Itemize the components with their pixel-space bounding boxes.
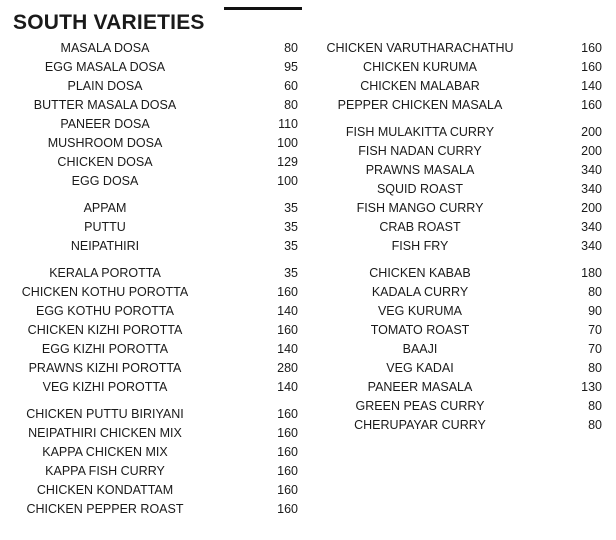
menu-item xyxy=(0,171,300,190)
item-name: CHERUPAYAR CURRY xyxy=(354,417,486,432)
item-name: PEPPER CHICKEN MASALA xyxy=(337,97,503,112)
item-price: 160 xyxy=(277,284,298,299)
item-name: EGG MASALA DOSA xyxy=(44,59,166,74)
item-name: VEG KIZHI POROTTA xyxy=(42,379,168,394)
menu-item xyxy=(315,198,605,217)
menu-group xyxy=(315,122,605,255)
item-price: 340 xyxy=(581,181,602,196)
item-name: NEIPATHIRI CHICKEN MIX xyxy=(28,425,182,440)
item-price: 160 xyxy=(277,425,298,440)
item-price: 80 xyxy=(284,40,298,55)
item-price: 160 xyxy=(277,322,298,337)
item-price: 200 xyxy=(581,143,602,158)
menu-item xyxy=(0,499,300,518)
item-name: VEG KURUMA xyxy=(377,303,463,318)
item-price: 35 xyxy=(284,265,298,280)
menu-item xyxy=(0,95,300,114)
item-price: 130 xyxy=(581,379,602,394)
item-price: 90 xyxy=(588,303,602,318)
item-name: KERALA POROTTA xyxy=(49,265,161,280)
item-price: 80 xyxy=(588,360,602,375)
item-price: 200 xyxy=(581,200,602,215)
item-name: CHICKEN KURUMA xyxy=(363,59,477,74)
menu-item xyxy=(315,179,605,198)
menu-item xyxy=(0,404,300,423)
menu-item xyxy=(0,198,300,217)
menu-item xyxy=(0,263,300,282)
menu-item xyxy=(315,122,605,141)
menu-item xyxy=(0,358,300,377)
item-price: 160 xyxy=(581,97,602,112)
item-name: PANEER DOSA xyxy=(60,116,150,131)
menu-item xyxy=(0,217,300,236)
item-price: 60 xyxy=(284,78,298,93)
item-price: 160 xyxy=(277,463,298,478)
item-price: 160 xyxy=(277,444,298,459)
item-price: 280 xyxy=(277,360,298,375)
item-price: 160 xyxy=(277,501,298,516)
menu-item xyxy=(315,301,605,320)
item-price: 180 xyxy=(581,265,602,280)
item-price: 140 xyxy=(277,379,298,394)
menu-group xyxy=(0,404,300,518)
item-price: 80 xyxy=(588,284,602,299)
item-name: CHICKEN DOSA xyxy=(57,154,153,169)
menu-item xyxy=(315,377,605,396)
menu-item xyxy=(0,133,300,152)
menu-item xyxy=(0,442,300,461)
item-price: 70 xyxy=(588,341,602,356)
item-name: CRAB ROAST xyxy=(379,219,461,234)
item-name: PLAIN DOSA xyxy=(67,78,143,93)
item-price: 160 xyxy=(581,59,602,74)
item-name: CHICKEN VARUTHARACHATHU xyxy=(326,40,514,55)
menu-item xyxy=(0,320,300,339)
menu-item xyxy=(0,423,300,442)
item-name: TOMATO ROAST xyxy=(370,322,470,337)
menu-item xyxy=(0,76,300,95)
item-price: 160 xyxy=(277,482,298,497)
menu-item xyxy=(0,152,300,171)
item-price: 140 xyxy=(581,78,602,93)
item-name: CHICKEN PUTTU BIRIYANI xyxy=(26,406,184,421)
item-name: BAAJI xyxy=(402,341,438,356)
item-name: GREEN PEAS CURRY xyxy=(355,398,485,413)
item-name: FISH MANGO CURRY xyxy=(356,200,484,215)
item-name: KADALA CURRY xyxy=(371,284,469,299)
menu-item xyxy=(315,95,605,114)
item-name: FISH FRY xyxy=(391,238,449,253)
item-name: CHICKEN KOTHU POROTTA xyxy=(21,284,189,299)
item-price: 100 xyxy=(277,173,298,188)
item-price: 129 xyxy=(277,154,298,169)
item-price: 95 xyxy=(284,59,298,74)
item-price: 35 xyxy=(284,219,298,234)
top-rule xyxy=(224,7,302,10)
item-price: 80 xyxy=(588,417,602,432)
item-name: BUTTER MASALA DOSA xyxy=(33,97,177,112)
menu-item xyxy=(315,57,605,76)
menu-section-title: SOUTH VARIETIES xyxy=(13,11,205,34)
menu-item xyxy=(315,76,605,95)
item-price: 160 xyxy=(581,40,602,55)
menu-item xyxy=(315,236,605,255)
menu-item xyxy=(315,263,605,282)
item-name: NEIPATHIRI xyxy=(70,238,140,253)
item-price: 340 xyxy=(581,219,602,234)
menu-item xyxy=(315,38,605,57)
item-price: 35 xyxy=(284,238,298,253)
item-name: CHICKEN KONDATTAM xyxy=(36,482,174,497)
item-name: EGG DOSA xyxy=(71,173,139,188)
item-price: 340 xyxy=(581,162,602,177)
menu-item xyxy=(315,339,605,358)
menu-item xyxy=(0,339,300,358)
menu-column-right xyxy=(315,38,605,442)
item-price: 100 xyxy=(277,135,298,150)
menu-group xyxy=(315,38,605,114)
menu-group xyxy=(0,38,300,190)
item-name: PANEER MASALA xyxy=(367,379,473,394)
item-name: PRAWNS MASALA xyxy=(365,162,475,177)
menu-item xyxy=(0,301,300,320)
menu-column-left xyxy=(0,38,300,526)
item-name: MASALA DOSA xyxy=(60,40,150,55)
item-price: 110 xyxy=(278,116,298,131)
item-name: MUSHROOM DOSA xyxy=(47,135,163,150)
menu-item xyxy=(0,236,300,255)
item-name: KAPPA FISH CURRY xyxy=(45,463,165,478)
item-name: CHICKEN PEPPER ROAST xyxy=(26,501,184,516)
menu-item xyxy=(315,141,605,160)
item-name: KAPPA CHICKEN MIX xyxy=(42,444,168,459)
menu-item xyxy=(315,358,605,377)
item-name: PUTTU xyxy=(84,219,126,234)
item-price: 140 xyxy=(277,341,298,356)
menu-item xyxy=(0,114,300,133)
item-price: 340 xyxy=(581,238,602,253)
menu-item xyxy=(315,415,605,434)
item-name: EGG KIZHI POROTTA xyxy=(41,341,169,356)
menu-item xyxy=(0,461,300,480)
item-name: SQUID ROAST xyxy=(376,181,464,196)
item-price: 80 xyxy=(284,97,298,112)
item-price: 80 xyxy=(588,398,602,413)
item-name: CHICKEN KIZHI POROTTA xyxy=(27,322,183,337)
menu-group xyxy=(315,263,605,434)
item-name: APPAM xyxy=(83,200,127,215)
item-price: 200 xyxy=(581,124,602,139)
item-name: FISH MULAKITTA CURRY xyxy=(345,124,495,139)
menu-group xyxy=(0,263,300,396)
item-price: 35 xyxy=(284,200,298,215)
item-price: 140 xyxy=(277,303,298,318)
menu-item xyxy=(315,282,605,301)
menu-item xyxy=(315,217,605,236)
item-name: VEG KADAI xyxy=(386,360,454,375)
menu-group xyxy=(0,198,300,255)
menu-item xyxy=(315,396,605,415)
item-name: EGG KOTHU POROTTA xyxy=(36,303,174,318)
menu-item xyxy=(315,320,605,339)
item-name: CHICKEN KABAB xyxy=(369,265,471,280)
menu-item xyxy=(0,377,300,396)
menu-item xyxy=(0,282,300,301)
item-name: PRAWNS KIZHI POROTTA xyxy=(28,360,182,375)
menu-item xyxy=(0,480,300,499)
menu-item xyxy=(315,160,605,179)
item-name: FISH NADAN CURRY xyxy=(358,143,482,158)
item-name: CHICKEN MALABAR xyxy=(360,78,480,93)
menu-item xyxy=(0,38,300,57)
item-price: 70 xyxy=(588,322,602,337)
menu-item xyxy=(0,57,300,76)
item-price: 160 xyxy=(277,406,298,421)
